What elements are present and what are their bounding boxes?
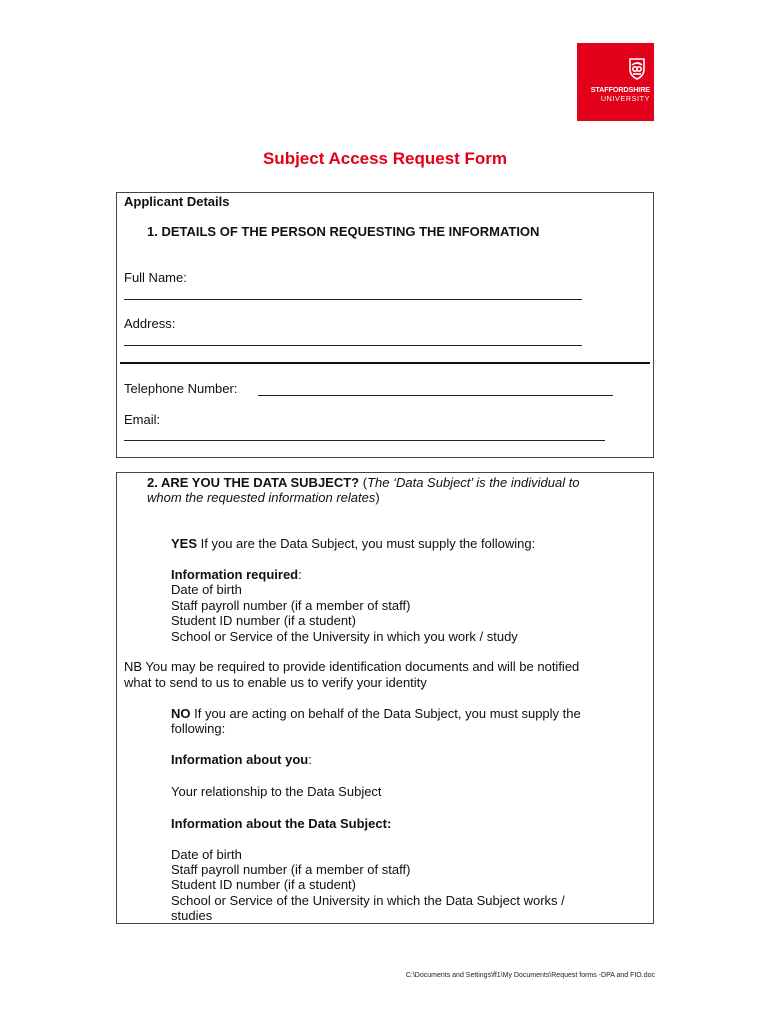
email-label: Email: (124, 412, 161, 427)
nb-line2: what to send to us to enable us to verify your identity (124, 675, 427, 690)
page-title: Subject Access Request Form (262, 149, 508, 168)
list-item: studies (171, 908, 213, 923)
info-required-heading (171, 567, 302, 582)
crest-icon (577, 43, 654, 121)
yes-line (171, 536, 535, 551)
no-text-1: If you are acting on behalf of the Data Subject, you must supply the (190, 706, 581, 721)
no-line (171, 706, 581, 721)
no-text-2: following: (171, 721, 226, 736)
address-field[interactable] (124, 345, 582, 346)
full-name-field[interactable] (124, 299, 582, 300)
info-about-you-label: Information about you (171, 752, 309, 767)
no-label: NO (171, 706, 191, 721)
telephone-label: Telephone Number: (124, 381, 238, 396)
list-item: School or Service of the University in which the Data Subject works / (171, 893, 565, 908)
logo-text-line1: STAFFORDSHIRE (590, 85, 650, 94)
full-name-label: Full Name: (124, 270, 187, 285)
list-item: Student ID number (if a student) (171, 613, 356, 628)
telephone-field[interactable] (258, 395, 613, 396)
section2-note-open: ( (359, 475, 368, 490)
applicant-details-heading: Applicant Details (124, 194, 230, 209)
info-required-colon: : (298, 567, 302, 582)
relationship-text: Your relationship to the Data Subject (171, 784, 382, 799)
section1-subheading: 1. DETAILS OF THE PERSON REQUESTING THE INFORMATION (147, 224, 540, 239)
list-item: Date of birth (171, 582, 242, 597)
info-required-label: Information required (171, 567, 299, 582)
list-item: Date of birth (171, 847, 242, 862)
info-about-subject-heading: Information about the Data Subject: (171, 816, 392, 831)
footer-file-path: C:\Documents and Settings\ff1\My Documents\Request forms -DPA and FIO.doc (405, 972, 655, 979)
address-field-line-2[interactable] (120, 362, 650, 364)
section2-heading-line2 (147, 490, 380, 505)
university-logo (577, 43, 654, 121)
info-about-you-colon: : (308, 752, 312, 767)
section2-note-italic-2: whom the requested information relates (147, 490, 376, 505)
email-field[interactable] (124, 440, 605, 441)
yes-text: If you are the Data Subject, you must supply the following: (197, 536, 536, 551)
address-label: Address: (124, 316, 176, 331)
section2-heading-line1 (147, 475, 580, 490)
list-item: Staff payroll number (if a member of staff) (171, 862, 411, 877)
yes-label: YES (171, 536, 198, 551)
list-item: Student ID number (if a student) (171, 877, 356, 892)
section2-note-close: ) (375, 490, 380, 505)
logo-text-line2: UNIVERSITY (600, 94, 650, 103)
list-item: Staff payroll number (if a member of staff) (171, 598, 411, 613)
section2-heading: 2. ARE YOU THE DATA SUBJECT? (147, 475, 360, 490)
list-item: School or Service of the University in which you work / study (171, 629, 518, 644)
info-about-you-heading (171, 752, 312, 767)
section2-note-italic-1: The ‘Data Subject’ is the individual to (367, 475, 580, 490)
nb-line1: NB You may be required to provide identification documents and will be notified (124, 659, 580, 674)
